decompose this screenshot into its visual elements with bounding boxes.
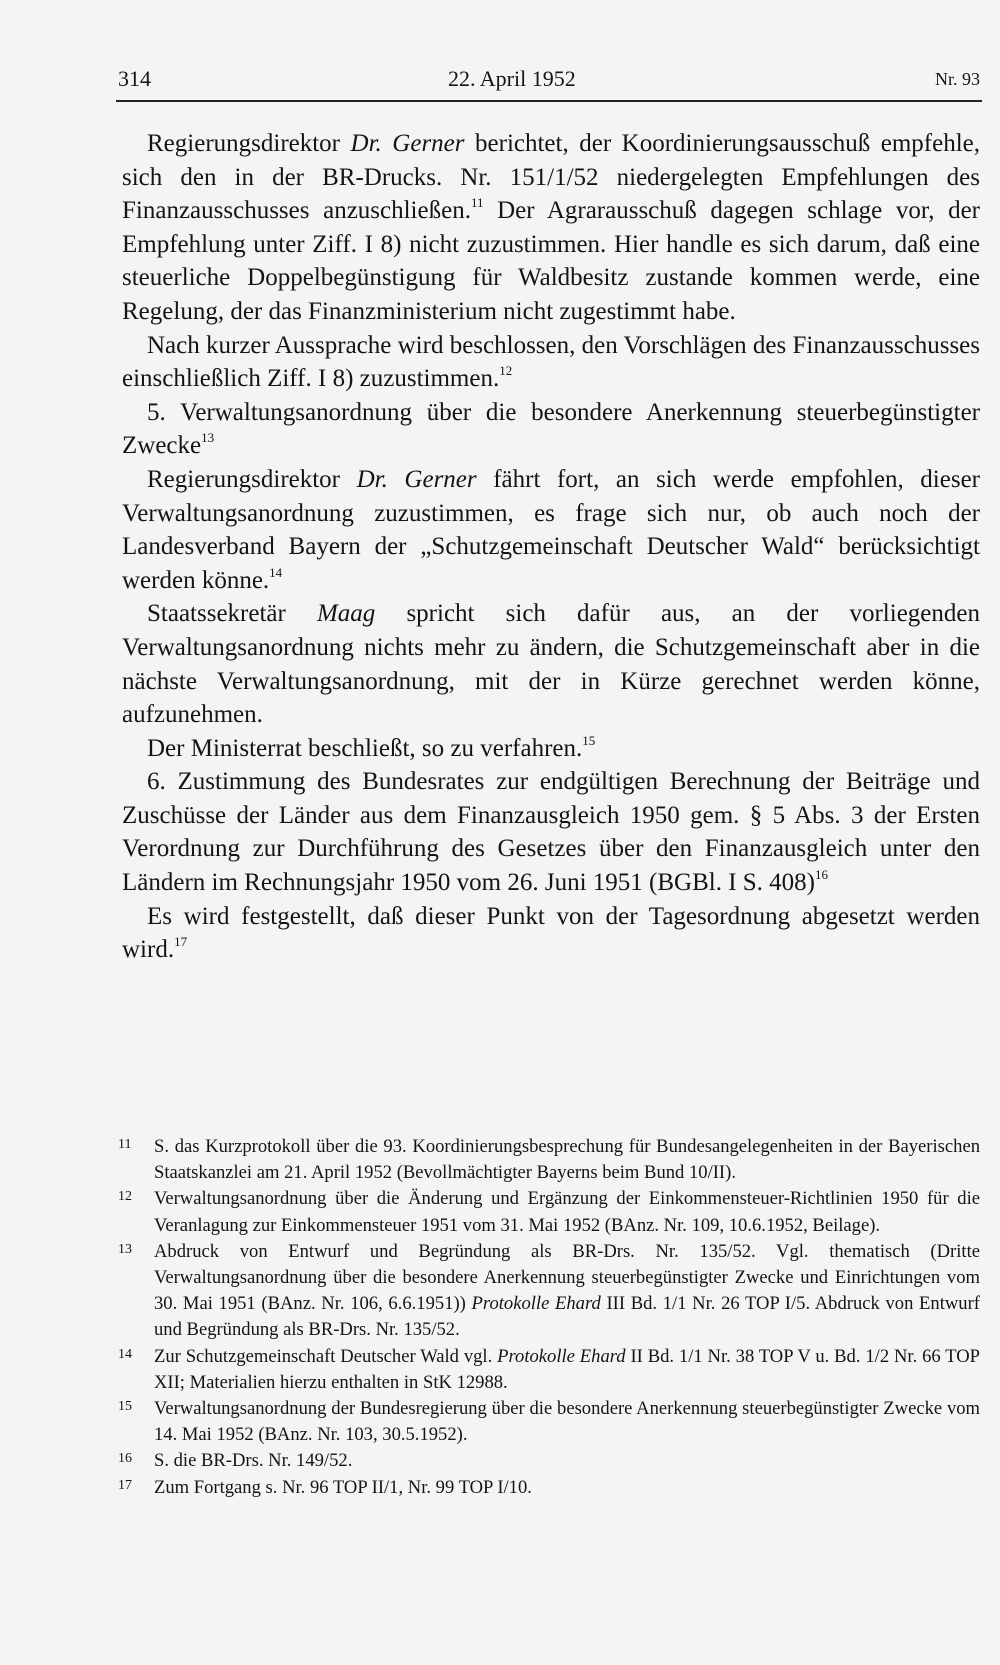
paragraph-council-decision	[122, 732, 980, 766]
paragraph-text: Staatssekretär	[147, 600, 317, 628]
speaker-name: Dr. Gerner	[356, 465, 477, 493]
footnote-13	[118, 1239, 980, 1344]
header-date: 22. April 1952	[448, 66, 576, 91]
paragraph-text: fährt fort, an sich werde empfohlen, dieser Verwaltungsanordnung zuzustimmen, es frage sich nur, ob auch noch der Landesverband Bayern der „Schutzgemeinschaft Deutscher Wald“ berücksichtigt werden könne.	[122, 465, 980, 594]
footnote-15	[118, 1396, 980, 1448]
footnote-text: Zum Fortgang s. Nr. 96 TOP II/1, Nr. 99 TOP I/10.	[154, 1476, 532, 1498]
footnote-11	[118, 1134, 980, 1186]
paragraph-decision	[122, 329, 980, 396]
footnotes-section	[118, 1134, 980, 1501]
speaker-name: Maag	[316, 600, 376, 628]
footnote-text: Abdruck von Entwurf und Begründung als BR-Drs. Nr. 135/52. Vgl. thematisch (Dritte Verwaltungsanordnung über die besondere Anerkennung steuerbegünstigter Zwecke und Einrichtungen vom 30. Mai 1951 (BAnz. Nr. 106, 6.6.1951))	[154, 1240, 980, 1315]
paragraph-text: Regierungsdirektor	[147, 130, 351, 157]
paragraph-gerner-report	[122, 127, 980, 329]
footnote-text: Zur Schutzgemeinschaft Deutscher Wald vgl.	[154, 1345, 498, 1367]
page-number: 314	[118, 66, 151, 91]
footnote-number: 17	[118, 1477, 132, 1493]
footnote-ref[interactable]: 17	[174, 934, 188, 950]
footnote-number: 16	[118, 1451, 132, 1467]
footnote-citation: Protokolle Ehard	[497, 1345, 626, 1367]
paragraph-text: Der Ministerrat beschließt, so zu verfahren.	[147, 734, 583, 762]
agenda-item-5	[122, 396, 980, 463]
footnote-text: Verwaltungsanordnung der Bundesregierung über die besondere Anerkennung steuerbegünstigter Zwecke vom 14. Mai 1952 (BAnz. Nr. 103, 30.5.1952).	[154, 1398, 980, 1446]
footnote-number: 15	[118, 1399, 132, 1415]
footnote-text: II Bd. 1/1 Nr. 38 TOP V u. Bd. 1/2 Nr. 66 TOP XII; Materialien hierzu enthalten in StK 12988.	[154, 1345, 981, 1393]
footnote-number: 14	[118, 1346, 132, 1362]
paragraph-postponed	[122, 900, 980, 967]
paragraph-text: spricht sich dafür aus, an der vorliegenden Verwaltungsanordnung nichts mehr zu ändern, die Schutzgemeinschaft aber in die nächste Verwaltungsanordnung, mit der in Kürze gerechnet werden könne, aufzunehmen.	[122, 600, 980, 729]
paragraph-text: Nach kurzer Aussprache wird beschlossen, den Vorschlägen des Finanzausschusses einschließlich Ziff. I 8) zuzustimmen.	[122, 331, 980, 393]
footnote-12	[118, 1186, 980, 1238]
footnote-text: III Bd. 1/1 Nr. 26 TOP I/5. Abdruck von Entwurf und Begründung als BR-Drs. Nr. 135/52.	[154, 1293, 980, 1341]
footnote-16	[118, 1448, 980, 1474]
paragraph-gerner-continues	[122, 463, 980, 597]
agenda-item-title: 5. Verwaltungsanordnung über die besondere Anerkennung steuerbegünstigter Zwecke	[122, 398, 980, 460]
paragraph-text: Der Agrarausschuß dagegen schlage vor, der Empfehlung unter Ziff. I 8) nicht zuzustimmen. Hier handle es sich darum, daß eine steuerliche Doppelbegünstigung für Waldbesitz zustande kommen werde, eine Regelung, der das Finanzministerium nicht zugestimmt habe.	[122, 197, 981, 325]
main-text	[122, 127, 980, 967]
header-issue-number: Nr. 93	[935, 69, 980, 89]
footnote-number: 12	[118, 1189, 132, 1205]
paragraph-text: Es wird festgestellt, daß dieser Punkt von der Tagesordnung abgesetzt werden wird.	[122, 902, 980, 964]
footnote-text: S. das Kurzprotokoll über die 93. Koordinierungsbesprechung für Bundesangelegenheiten in der Bayerischen Staatskanzlei am 21. April 1952 (Bevollmächtigter Bayerns beim Bund 10/II).	[154, 1136, 980, 1184]
footnote-14	[118, 1344, 980, 1396]
footnote-text: S. die BR-Drs. Nr. 149/52.	[154, 1450, 353, 1472]
footnote-ref[interactable]: 11	[470, 195, 484, 211]
running-header	[118, 66, 980, 96]
header-rule	[116, 100, 982, 102]
agenda-item-6	[122, 765, 980, 899]
paragraph-text: Regierungsdirektor	[147, 465, 357, 493]
agenda-item-title: 6. Zustimmung des Bundesrates zur endgültigen Berechnung der Beiträge und Zuschüsse der Länder aus dem Finanzausgleich 1950 gem. § 5 Abs. 3 der Ersten Verordnung zur Durchführung des Gesetzes über den Finanzausgleich unter den Ländern im Rechnungsjahr 1950 vom 26. Juni 1951 (BGBl. I S. 408)	[122, 768, 980, 897]
paragraph-text: berichtet, der Koordinierungsausschuß empfehle, sich den in der BR-Drucks. Nr. 151/1/52 niedergelegten Empfehlungen des Finanzausschusses anzuschließen.	[122, 130, 981, 225]
speaker-name: Dr. Gerner	[350, 130, 465, 157]
footnote-ref[interactable]: 15	[582, 732, 596, 748]
footnote-text: Verwaltungsanordnung über die Änderung und Ergänzung der Einkommensteuer-Richtlinien 1950 für die Veranlagung zur Einkommensteuer 1951 vom 31. Mai 1952 (BAnz. Nr. 109, 10.6.1952, Beilage).	[154, 1188, 980, 1236]
footnote-ref[interactable]: 13	[201, 430, 215, 446]
footnote-citation: Protokolle Ehard	[471, 1293, 601, 1315]
footnote-ref[interactable]: 16	[815, 867, 828, 883]
footnote-number: 13	[118, 1241, 132, 1257]
footnote-ref[interactable]: 14	[269, 564, 283, 580]
footnote-number: 11	[118, 1137, 132, 1152]
paragraph-maag	[122, 597, 980, 731]
footnote-17	[118, 1475, 980, 1501]
footnote-ref[interactable]: 12	[499, 363, 513, 379]
